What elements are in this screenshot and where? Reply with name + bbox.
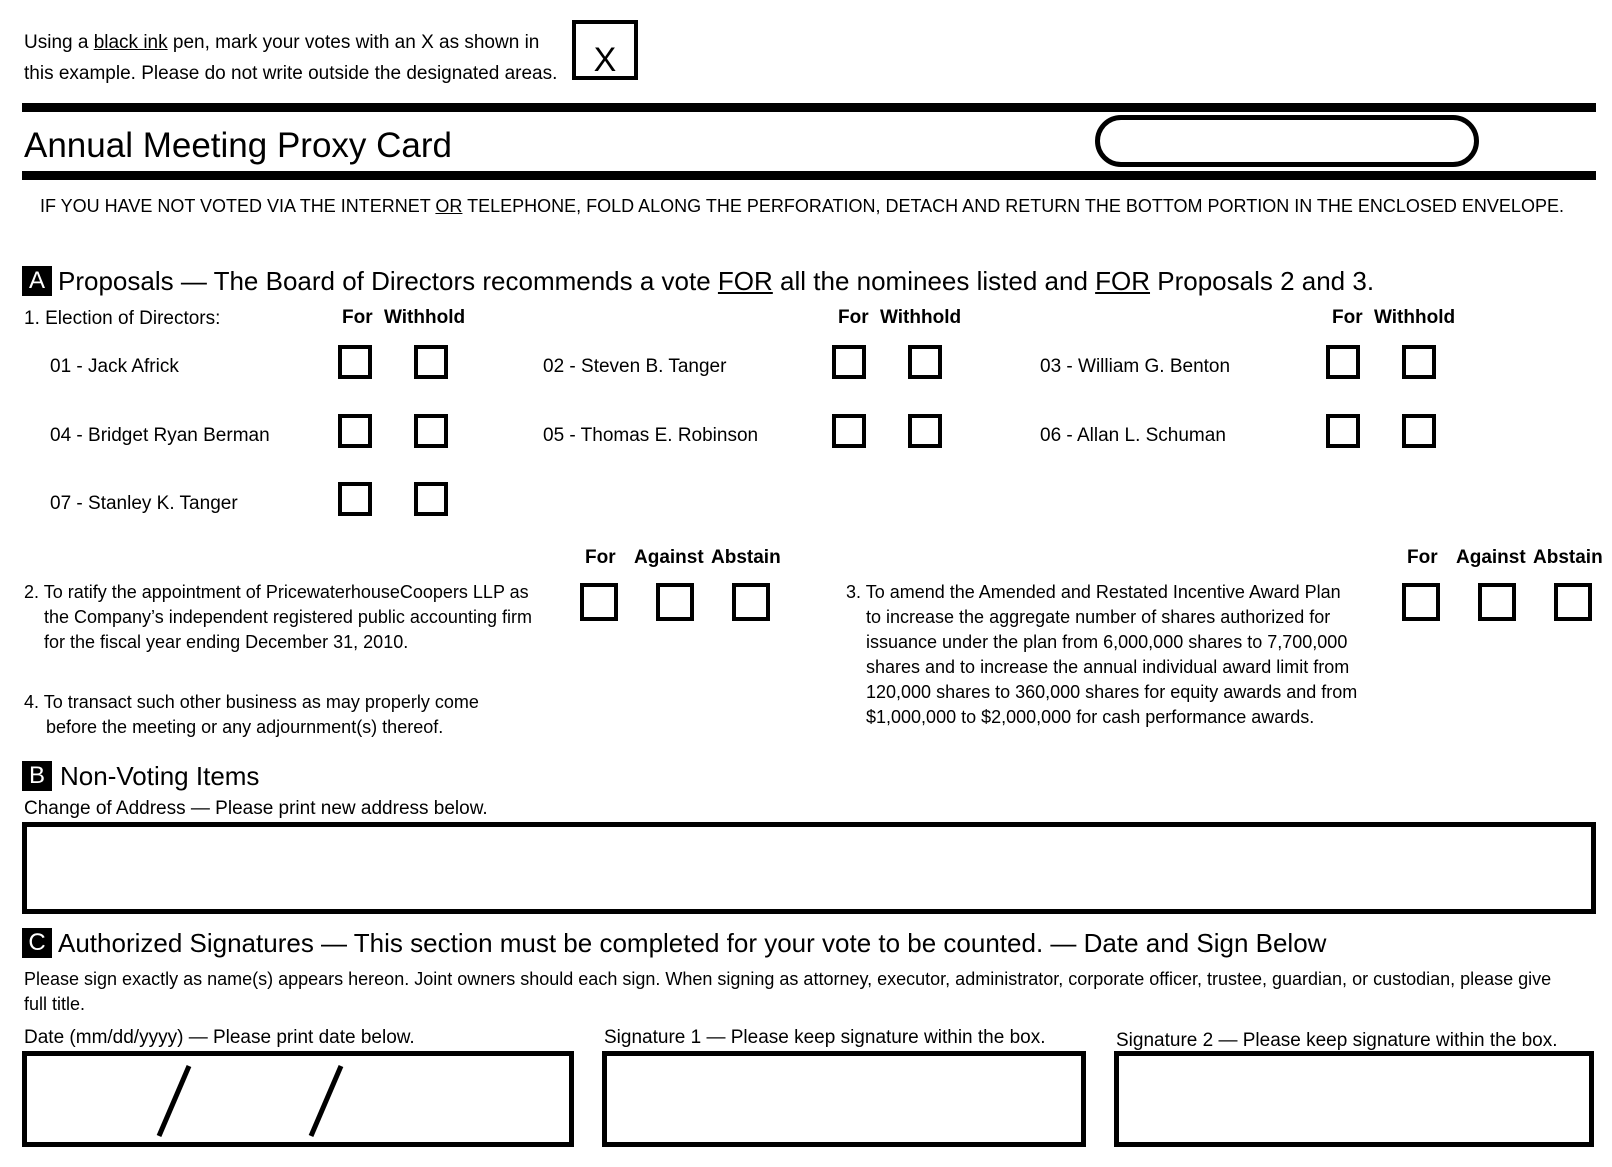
nominee-02-withhold-checkbox[interactable] — [908, 345, 942, 379]
section-a-for-2: FOR — [1095, 266, 1151, 296]
nominee-07-withhold-checkbox[interactable] — [414, 482, 448, 516]
proposal-3-line: 3. To amend the Amended and Restated Incentive Award Plan — [846, 582, 1341, 602]
nominee-label: 03 - William G. Benton — [1040, 356, 1231, 377]
proposal-4-text — [24, 690, 544, 740]
nominee-04-for-checkbox[interactable] — [338, 414, 372, 448]
nominee-02-for-checkbox[interactable] — [832, 345, 866, 379]
section-b-title: Non-Voting Items — [60, 761, 260, 791]
election-label: 1. Election of Directors: — [24, 308, 221, 329]
section-b-letter: B — [22, 761, 52, 791]
instructions-text: Using a — [24, 32, 94, 53]
proposal-3-line: 120,000 shares to 360,000 shares for equity awards and from — [866, 682, 1358, 702]
signature-instructions-line-2: full title. — [24, 994, 86, 1014]
proposal-2-line: 2. To ratify the appointment of PricewaterhouseCoopers LLP as — [24, 582, 529, 602]
proposal-2-for-checkbox[interactable] — [580, 583, 618, 621]
nominee-03-withhold-checkbox[interactable] — [1402, 345, 1436, 379]
section-c-title: Authorized Signatures — This section must be completed for your vote to be counted. — Date and Sign Below — [58, 928, 1327, 958]
proposal-2-line: for the fiscal year ending December 31, 2010. — [44, 632, 409, 652]
col-header-against: Against — [1456, 547, 1526, 568]
proposal-3-text — [846, 580, 1366, 730]
instructions-text-2: pen, mark your votes with an X as shown in — [167, 32, 540, 53]
instructions-underlined: black ink — [93, 32, 168, 53]
signature-instructions-line-1: Please sign exactly as name(s) appears hereon. Joint owners should each sign. When signing as attorney, executor, administrator, corporate officer, trustee, guardian, or custodian, please give — [24, 969, 1552, 989]
proposal-3-line: to increase the aggregate number of shares authorized for — [866, 607, 1331, 627]
nominee-label: 02 - Steven B. Tanger — [543, 356, 727, 377]
date-separator-slashes — [27, 1056, 571, 1144]
proposal-3-for-checkbox[interactable] — [1402, 583, 1440, 621]
signature-2-label: Signature 2 — Please keep signature within the box. — [1116, 1030, 1558, 1051]
proposal-2-text — [24, 580, 544, 655]
col-header-against: Against — [634, 547, 704, 568]
top-rule — [22, 103, 1596, 112]
proposal-2-against-checkbox[interactable] — [656, 583, 694, 621]
nominee-label: 01 - Jack Africk — [50, 356, 179, 377]
section-c-letter: C — [22, 928, 52, 958]
col-header-for: For — [1407, 547, 1438, 568]
col-header-for: For — [1332, 307, 1363, 328]
proposal-2-abstain-checkbox[interactable] — [732, 583, 770, 621]
section-a-letter: A — [22, 266, 52, 296]
instructions-line-1 — [24, 30, 539, 55]
example-mark-box — [572, 20, 638, 80]
instructions-line-2: this example. Please do not write outside the designated areas. — [24, 63, 558, 84]
section-a-for-1: FOR — [717, 266, 773, 296]
nominee-05-withhold-checkbox[interactable] — [908, 414, 942, 448]
date-slash-1 — [159, 1066, 189, 1136]
col-header-withhold: Withhold — [1374, 307, 1456, 328]
nominee-03-for-checkbox[interactable] — [1326, 345, 1360, 379]
date-label: Date (mm/dd/yyyy) — Please print date below. — [24, 1027, 415, 1048]
proposal-2-line: the Company’s independent registered public accounting firm — [44, 607, 532, 627]
title-bottom-rule — [22, 171, 1596, 180]
section-a-title — [58, 266, 1374, 296]
nominee-06-withhold-checkbox[interactable] — [1402, 414, 1436, 448]
proposal-3-against-checkbox[interactable] — [1478, 583, 1516, 621]
nominee-01-withhold-checkbox[interactable] — [414, 345, 448, 379]
col-header-for: For — [342, 307, 373, 328]
change-of-address-label: Change of Address — Please print new address below. — [24, 798, 488, 819]
proposal-3-abstain-checkbox[interactable] — [1554, 583, 1592, 621]
fold-notice-underlined: OR — [435, 196, 463, 216]
col-header-abstain: Abstain — [1533, 547, 1603, 568]
nominee-01-for-checkbox[interactable] — [338, 345, 372, 379]
fold-notice-text: IF YOU HAVE NOT VOTED VIA THE INTERNET — [40, 196, 436, 216]
signature-1-field[interactable] — [602, 1051, 1086, 1147]
col-header-withhold: Withhold — [880, 307, 962, 328]
section-a-title-text-2: all the nominees listed and — [772, 266, 1096, 296]
signature-1-label: Signature 1 — Please keep signature within the box. — [604, 1027, 1046, 1048]
nominee-label: 04 - Bridget Ryan Berman — [50, 425, 270, 446]
proposal-3-line: $1,000,000 to $2,000,000 for cash performance awards. — [866, 707, 1315, 727]
section-a-title-text-3: Proposals 2 and 3. — [1150, 266, 1375, 296]
date-field[interactable] — [22, 1051, 574, 1147]
col-header-abstain: Abstain — [711, 547, 781, 568]
fold-notice-text-2: TELEPHONE, FOLD ALONG THE PERFORATION, DETACH AND RETURN THE BOTTOM PORTION IN THE ENCLOSED ENVELOPE. — [462, 196, 1564, 216]
nominee-label: 06 - Allan L. Schuman — [1040, 425, 1226, 446]
nominee-05-for-checkbox[interactable] — [832, 414, 866, 448]
signature-2-field[interactable] — [1114, 1051, 1594, 1147]
nominee-06-for-checkbox[interactable] — [1326, 414, 1360, 448]
barcode-field — [1095, 115, 1479, 167]
example-x-mark: X — [593, 41, 617, 79]
section-a-title-text: Proposals — The Board of Directors recommends a vote — [58, 266, 718, 296]
nominee-07-for-checkbox[interactable] — [338, 482, 372, 516]
col-header-withhold: Withhold — [384, 307, 466, 328]
page-title: Annual Meeting Proxy Card — [24, 126, 452, 165]
date-slash-2 — [311, 1066, 341, 1136]
change-of-address-field[interactable] — [22, 822, 1596, 914]
proposal-4-line: before the meeting or any adjournment(s) thereof. — [46, 717, 444, 737]
nominee-label: 07 - Stanley K. Tanger — [50, 493, 238, 514]
nominee-04-withhold-checkbox[interactable] — [414, 414, 448, 448]
col-header-for: For — [838, 307, 869, 328]
proposal-3-line: shares and to increase the annual individual award limit from — [866, 657, 1350, 677]
proposal-4-line: 4. To transact such other business as may properly come — [24, 692, 479, 712]
fold-notice — [40, 194, 1564, 219]
nominee-label: 05 - Thomas E. Robinson — [543, 425, 759, 446]
proposal-3-line: issuance under the plan from 6,000,000 shares to 7,700,000 — [866, 632, 1348, 652]
col-header-for: For — [585, 547, 616, 568]
